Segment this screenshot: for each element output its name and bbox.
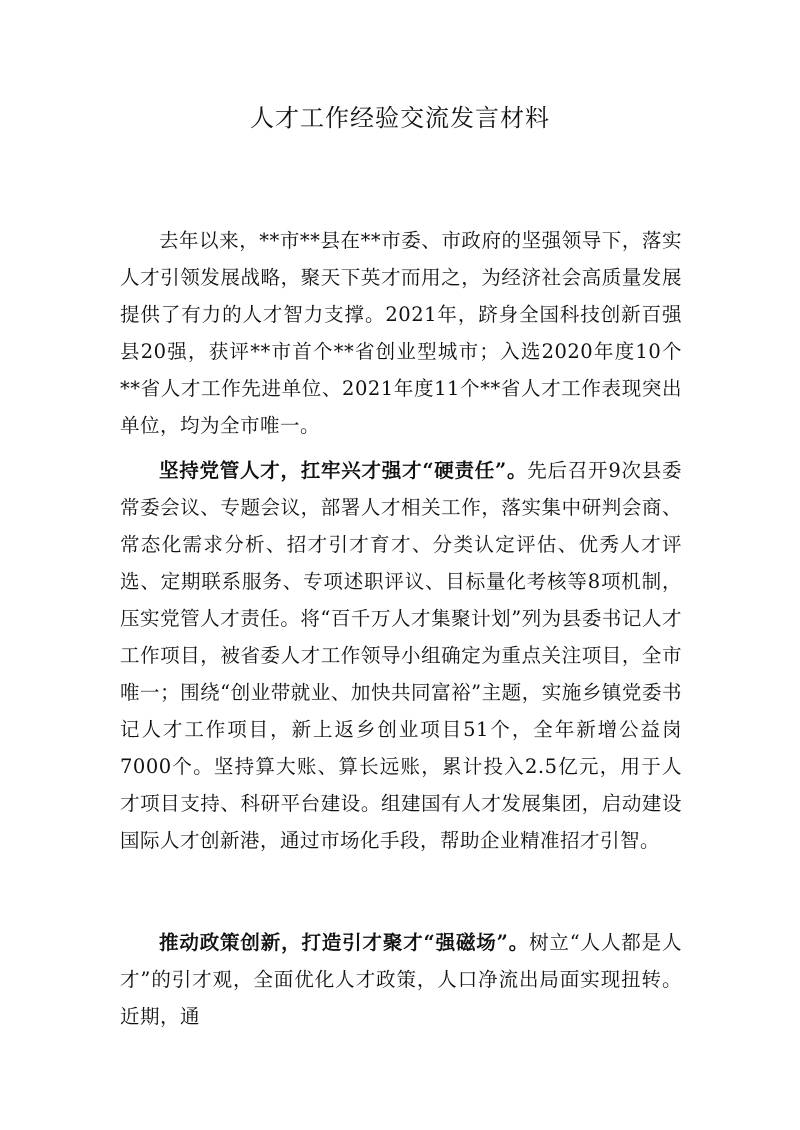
paragraph-intro xyxy=(120,222,682,444)
paragraph-policy-innovation xyxy=(120,924,682,1035)
paragraph-heading-policy-innovation: 推动政策创新，打造引才聚才“强磁场”。 xyxy=(159,931,530,954)
paragraph-party-management xyxy=(120,452,682,859)
paragraph-party-management-text: 先后召开9次县委常委会议、专题会议，部署人才相关工作，落实集中研判会商、常态化需求分析、招才引才育才、分类认定评估、优秀人才评选、定期联系服务、专项述职评议、目标量化考核等8项机制，压实党管人才责任。将“百千万人才集聚计划”列为县委书记人才工作项目，被省委人才工作领导小组确定为重点关注项目，全市唯一；围绕“创业带就业、加快共同富裕”主题，实施乡镇党委书记人才工作项目，新上返乡创业项目51个，全年新增公益岗7000个。坚持算大账、算长远账，累计投入2.5亿元，用于人才项目支持、科研平台建设。组建国有人才发展集团，启动建设国际人才创新港，通过市场化手段，帮助企业精准招才引智。 xyxy=(120,459,682,852)
paragraph-intro-text: 去年以来，**市**县在**市委、市政府的坚强领导下，落实人才引领发展战略，聚天下英才而用之，为经济社会高质量发展提供了有力的人才智力支撑。2021年，跻身全国科技创新百强县20强，获评**市首个**省创业型城市；入选2020年度10个**省人才工作先进单位、2021年度11个**省人才工作表现突出单位，均为全市唯一。 xyxy=(120,229,682,437)
paragraph-policy-innovation-text: 树立“人人都是人才”的引才观，全面优化人才政策，人口净流出局面实现扭转。近期，通 xyxy=(120,931,682,1028)
document-title: 人才工作经验交流发言材料 xyxy=(250,104,550,132)
paragraph-heading-party-management: 坚持党管人才，扛牢兴才强才“硬责任”。 xyxy=(159,459,528,482)
